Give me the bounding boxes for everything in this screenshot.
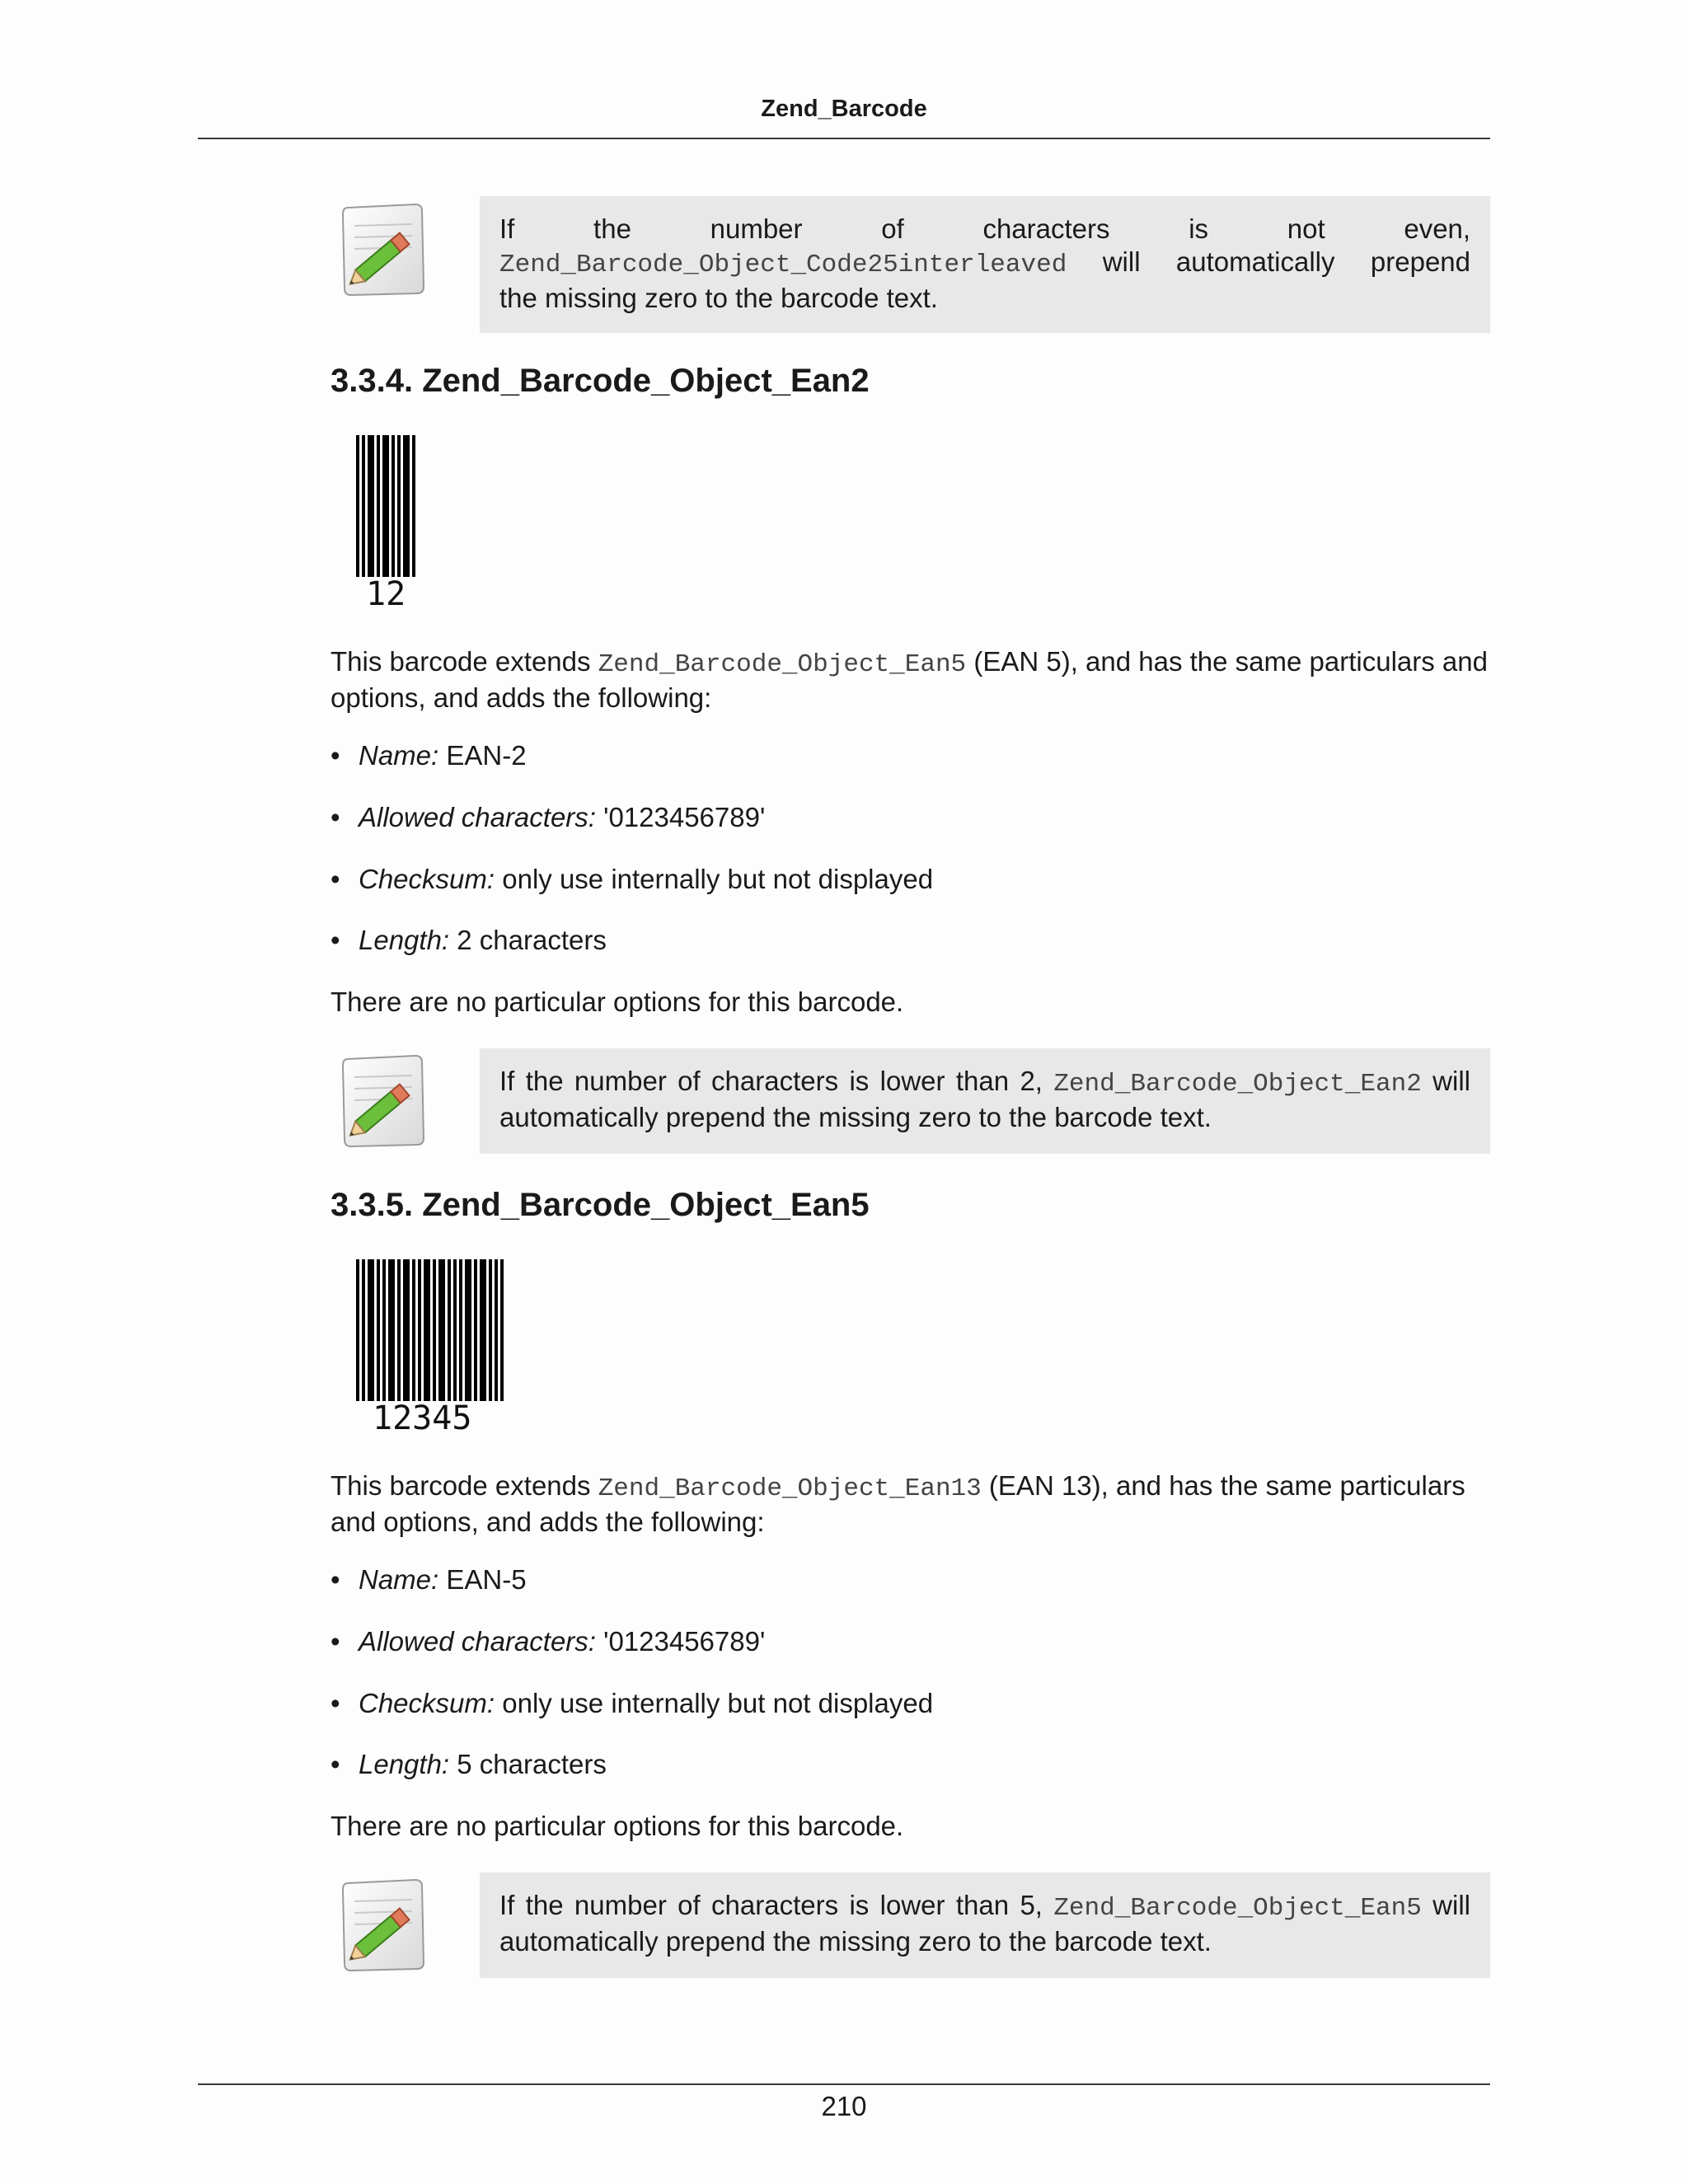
section1-no-options: There are no particular options for this barcode. (331, 987, 904, 1017)
note-line-2 (499, 246, 1470, 282)
note-line-3: the missing zero to the barcode text. (499, 283, 938, 313)
item-label: Name: (359, 1564, 439, 1595)
note-code-classname: Zend_Barcode_Object_Ean5 (1053, 1894, 1422, 1923)
item-label: Length: (359, 925, 450, 955)
item-value: 5 characters (457, 1749, 607, 1779)
intro-text: This barcode extends (331, 646, 598, 677)
barcode-bar (368, 1259, 374, 1401)
intro-code-classname: Zend_Barcode_Object_Ean13 (598, 1474, 982, 1503)
list-item: • Checksum: only use internally but not displayed (331, 1688, 934, 1718)
note-word: the (593, 213, 631, 244)
barcode-bar (433, 1259, 436, 1401)
barcode-bar (424, 1259, 430, 1401)
note-word: If (499, 213, 515, 244)
barcode-bar (418, 1259, 421, 1401)
item-label: Name: (359, 740, 439, 771)
barcode-bar (362, 1259, 365, 1401)
list-item: • Name: EAN-2 (331, 740, 527, 771)
intro-text: (EAN 5), and has the same particulars and options, and adds the following: (331, 646, 1488, 713)
item-value: '0123456789' (603, 802, 766, 832)
barcode-bar (438, 1259, 445, 1401)
section1-intro (331, 645, 1490, 715)
item-label: Allowed characters: (359, 802, 596, 832)
note-text: If the number of characters is lower than 2, (499, 1066, 1054, 1096)
note-text: will automatically prepend the missing zero to the barcode text. (499, 1890, 1470, 1957)
barcode-bar (412, 1259, 415, 1401)
note-code-classname: Zend_Barcode_Object_Code25interleaved (499, 251, 1067, 279)
barcode-bar (382, 435, 389, 577)
barcode-bar (474, 1259, 477, 1401)
barcode-bar (459, 1259, 462, 1401)
barcode-bar (448, 1259, 451, 1401)
note-text: will automatically prepend the missing zero to the barcode text. (499, 1066, 1470, 1132)
note-text: If the number of characters is lower than 5, (499, 1890, 1054, 1920)
note-word: of (881, 213, 904, 244)
barcode-bar (465, 1259, 471, 1401)
barcode-bar (397, 435, 401, 577)
note-pencil-icon (336, 1877, 427, 1974)
item-value: EAN-5 (446, 1564, 527, 1595)
barcode-bar (368, 435, 374, 577)
section2-intro (331, 1469, 1490, 1539)
note-word: even, (1404, 213, 1471, 244)
note-text: will automatically prepend (1102, 246, 1470, 277)
running-header: Zend_Barcode (761, 96, 927, 122)
section-heading-ean2: 3.3.4. Zend_Barcode_Object_Ean2 (331, 363, 870, 399)
barcode-ean5-image (356, 1259, 504, 1434)
section2-no-options: There are no particular options for this barcode. (331, 1811, 904, 1841)
barcode-ean5-digits: 12345 (373, 1399, 472, 1434)
barcode-bar (362, 435, 365, 577)
barcode-bar (392, 435, 395, 577)
item-label: Checksum: (359, 864, 495, 894)
note-box-ean5 (480, 1872, 1490, 1978)
barcode-ean2-image (356, 435, 430, 610)
list-item: • Length: 5 characters (331, 1749, 607, 1779)
note-pencil-icon (336, 201, 427, 298)
note-text-block (499, 1065, 1470, 1134)
barcode-bar (489, 1259, 492, 1401)
note-word: characters (982, 213, 1110, 244)
item-value: only use internally but not displayed (502, 1688, 934, 1718)
list-item: • Allowed characters: '0123456789' (331, 1626, 766, 1657)
note-text-block (499, 1889, 1470, 1958)
footer-rule (198, 2083, 1490, 2085)
barcode-bar (388, 1259, 395, 1401)
barcode-bar (356, 435, 359, 577)
barcode-bar (377, 1259, 380, 1401)
note-word: not (1287, 213, 1325, 244)
intro-text: (EAN 13), and has the same particulars and options, and adds the following: (331, 1470, 1465, 1537)
list-item: • Allowed characters: '0123456789' (331, 802, 766, 832)
item-value: only use internally but not displayed (502, 864, 934, 894)
barcode-bar (356, 1259, 359, 1401)
item-value: EAN-2 (446, 740, 527, 771)
barcode-bar (403, 435, 410, 577)
barcode-bar (382, 1259, 386, 1401)
barcode-bar (397, 1259, 401, 1401)
note-box-ean2 (480, 1048, 1490, 1154)
list-item: • Name: EAN-5 (331, 1564, 527, 1595)
note-line-1 (499, 213, 1470, 246)
note-word: number (710, 213, 803, 244)
item-label: Length: (359, 1749, 450, 1779)
intro-code-classname: Zend_Barcode_Object_Ean5 (598, 650, 967, 679)
item-label: Checksum: (359, 1688, 495, 1718)
barcode-bar (500, 1259, 504, 1401)
item-label: Allowed characters: (359, 1626, 596, 1657)
item-value: '0123456789' (603, 1626, 766, 1657)
list-item: • Length: 2 characters (331, 925, 607, 955)
barcode-bar (377, 435, 380, 577)
barcode-bar (412, 435, 415, 577)
note-pencil-icon (336, 1052, 427, 1150)
section-heading-ean5: 3.3.5. Zend_Barcode_Object_Ean5 (331, 1187, 870, 1223)
list-item: • Checksum: only use internally but not displayed (331, 864, 934, 894)
header-rule (198, 138, 1490, 139)
barcode-bar (480, 1259, 486, 1401)
barcode-bar (453, 1259, 457, 1401)
item-value: 2 characters (457, 925, 607, 955)
page-number: 210 (821, 2091, 867, 2121)
intro-text: This barcode extends (331, 1470, 598, 1501)
barcode-ean2-digits: 12 (366, 575, 406, 610)
note-box-code25 (480, 196, 1490, 333)
barcode-bar (403, 1259, 410, 1401)
barcode-bar (495, 1259, 498, 1401)
note-code-classname: Zend_Barcode_Object_Ean2 (1053, 1070, 1422, 1099)
note-word: is (1189, 213, 1209, 244)
